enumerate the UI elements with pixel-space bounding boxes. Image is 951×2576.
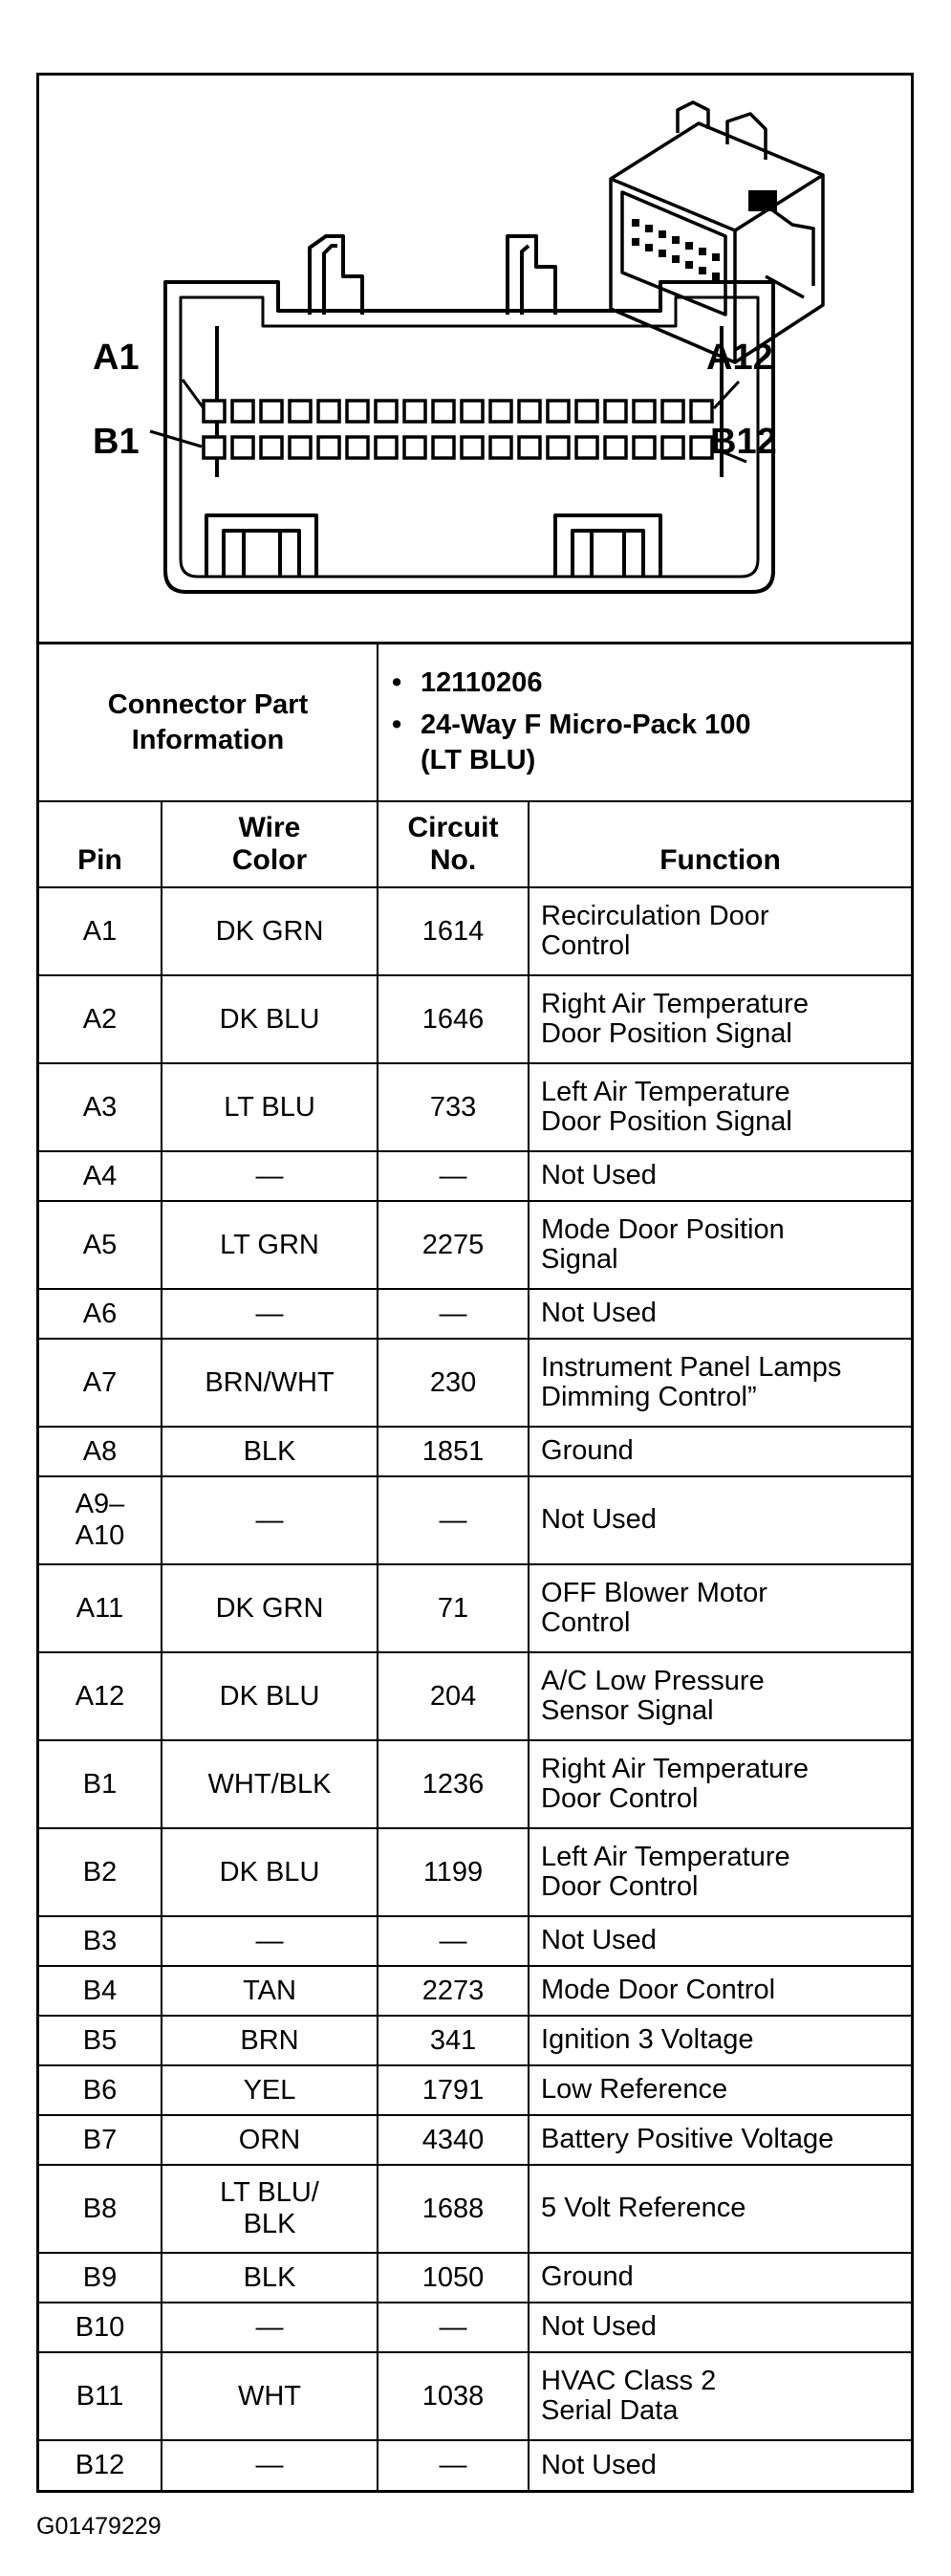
circuit-cell: 1614 [378, 887, 529, 975]
function-cell: Right Air Temperature Door Control [529, 1740, 911, 1828]
wire-color-cell: YEL [162, 2065, 378, 2115]
wire-color-cell: DK GRN [162, 887, 378, 975]
pin-cell: A2 [39, 975, 162, 1063]
wire-color-cell: BRN/WHT [162, 1339, 378, 1427]
table-row [39, 1652, 911, 1740]
wire-color-cell: DK GRN [162, 1564, 378, 1652]
circuit-cell: 2273 [378, 1966, 529, 2016]
table-row [39, 1476, 911, 1564]
circuit-cell: 1236 [378, 1740, 529, 1828]
circuit-cell: 4340 [378, 2115, 529, 2165]
function-cell: Low Reference [529, 2065, 911, 2115]
table-row [39, 2115, 911, 2165]
table-row [39, 2303, 911, 2352]
function-cell: Ignition 3 Voltage [529, 2016, 911, 2065]
wire-color-cell: DK BLU [162, 1828, 378, 1916]
wire-color-cell: — [162, 1289, 378, 1339]
wire-color-cell: BRN [162, 2016, 378, 2065]
header-pin: Pin [39, 801, 162, 887]
function-cell: HVAC Class 2 Serial Data [529, 2352, 911, 2440]
table-row [39, 1201, 911, 1289]
pin-cell: B1 [39, 1740, 162, 1828]
table-row [39, 1289, 911, 1339]
table-header-row [39, 801, 911, 887]
function-cell: OFF Blower Motor Control [529, 1564, 911, 1652]
function-cell: Mode Door Control [529, 1966, 911, 2016]
function-cell: Mode Door Position Signal [529, 1201, 911, 1289]
wire-color-cell: — [162, 1916, 378, 1966]
wire-color-cell: — [162, 2440, 378, 2490]
pin-cell: A9– A10 [39, 1476, 162, 1564]
header-wire-color: Wire Color [162, 801, 378, 887]
table-row [39, 2253, 911, 2303]
pin-cell: B5 [39, 2016, 162, 2065]
pin-cell: A3 [39, 1063, 162, 1151]
table-row [39, 1740, 911, 1828]
pin-cell: A12 [39, 1652, 162, 1740]
wire-color-cell: DK BLU [162, 975, 378, 1063]
circuit-cell: 1199 [378, 1828, 529, 1916]
function-cell: Not Used [529, 1916, 911, 1966]
table-row [39, 1916, 911, 1966]
table-row [39, 1151, 911, 1201]
circuit-cell: 204 [378, 1652, 529, 1740]
table-row [39, 2065, 911, 2115]
wire-color-cell: — [162, 2303, 378, 2352]
wire-color-cell: TAN [162, 1966, 378, 2016]
circuit-cell: — [378, 1289, 529, 1339]
wire-color-cell: BLK [162, 2253, 378, 2303]
function-cell: Left Air Temperature Door Control [529, 1828, 911, 1916]
function-cell: Not Used [529, 1289, 911, 1339]
function-cell: Left Air Temperature Door Position Signal [529, 1063, 911, 1151]
pin-cell: A11 [39, 1564, 162, 1652]
pin-cell: B12 [39, 2440, 162, 2490]
pin-rows [39, 887, 911, 2490]
circuit-cell: 1646 [378, 975, 529, 1063]
circuit-cell: 71 [378, 1564, 529, 1652]
table-row [39, 2165, 911, 2253]
pin-cell: B9 [39, 2253, 162, 2303]
table-row [39, 2440, 911, 2490]
pin-cell: B3 [39, 1916, 162, 1966]
header-function: Function [529, 801, 911, 887]
connector-info-row [39, 644, 911, 801]
wire-color-cell: ORN [162, 2115, 378, 2165]
table-row [39, 1966, 911, 2016]
connector-diagram [39, 76, 911, 644]
pin-cell: A7 [39, 1339, 162, 1427]
part-number: • 12110206 [421, 666, 903, 700]
circuit-cell: 2275 [378, 1201, 529, 1289]
function-cell: Right Air Temperature Door Position Signal [529, 975, 911, 1063]
connector-info-details [378, 644, 911, 801]
wire-color-cell: — [162, 1151, 378, 1201]
header-circuit-no: Circuit No. [378, 801, 529, 887]
pin-cell: B2 [39, 1828, 162, 1916]
circuit-cell: 1791 [378, 2065, 529, 2115]
circuit-cell: 230 [378, 1339, 529, 1427]
wire-color-cell: DK BLU [162, 1652, 378, 1740]
pin-label-a12: A12 [706, 338, 773, 378]
pin-cell: A1 [39, 887, 162, 975]
function-cell: Recirculation Door Control [529, 887, 911, 975]
circuit-cell: — [378, 1476, 529, 1564]
table-row [39, 975, 911, 1063]
function-cell: Not Used [529, 1476, 911, 1564]
wire-color-cell: LT BLU [162, 1063, 378, 1151]
circuit-cell: 733 [378, 1063, 529, 1151]
pin-cell: A6 [39, 1289, 162, 1339]
function-cell: Ground [529, 1427, 911, 1476]
wire-color-cell: LT GRN [162, 1201, 378, 1289]
function-cell: A/C Low Pressure Sensor Signal [529, 1652, 911, 1740]
circuit-cell: 341 [378, 2016, 529, 2065]
pin-cell: B4 [39, 1966, 162, 2016]
table-row [39, 2352, 911, 2440]
circuit-cell: — [378, 1151, 529, 1201]
connector-info-heading: Connector Part Information [39, 644, 378, 801]
function-cell: Not Used [529, 1151, 911, 1201]
pin-label-b12: B12 [710, 422, 777, 462]
circuit-cell: 1688 [378, 2165, 529, 2253]
pin-label-a1: A1 [93, 338, 140, 378]
circuit-cell: 1851 [378, 1427, 529, 1476]
connector-sheet [36, 73, 914, 2493]
table-row [39, 887, 911, 975]
circuit-cell: 1050 [378, 2253, 529, 2303]
circuit-cell: — [378, 2303, 529, 2352]
pin-cell: B10 [39, 2303, 162, 2352]
wire-color-cell: WHT [162, 2352, 378, 2440]
pin-cell: B6 [39, 2065, 162, 2115]
pin-cell: B7 [39, 2115, 162, 2165]
pin-cell: B8 [39, 2165, 162, 2253]
wire-color-cell: — [162, 1476, 378, 1564]
circuit-cell: 1038 [378, 2352, 529, 2440]
table-row [39, 1063, 911, 1151]
function-cell: Ground [529, 2253, 911, 2303]
pin-cell: A4 [39, 1151, 162, 1201]
table-row [39, 1828, 911, 1916]
wire-color-cell: BLK [162, 1427, 378, 1476]
figure-id: G01479229 [36, 2513, 162, 2540]
wire-color-cell: LT BLU/ BLK [162, 2165, 378, 2253]
table-row [39, 1564, 911, 1652]
function-cell: Instrument Panel Lamps Dimming Control” [529, 1339, 911, 1427]
pin-cell: B11 [39, 2352, 162, 2440]
table-row [39, 1427, 911, 1476]
function-cell: 5 Volt Reference [529, 2165, 911, 2253]
table-row [39, 1339, 911, 1427]
connector-table [39, 644, 911, 2490]
wire-color-cell: WHT/BLK [162, 1740, 378, 1828]
pin-cell: A8 [39, 1427, 162, 1476]
function-cell: Not Used [529, 2440, 911, 2490]
pin-cell: A5 [39, 1201, 162, 1289]
circuit-cell: — [378, 1916, 529, 1966]
connector-description: • 24-Way F Micro-Pack 100 (LT BLU) [421, 708, 903, 777]
function-cell: Not Used [529, 2303, 911, 2352]
table-row [39, 2016, 911, 2065]
function-cell: Battery Positive Voltage [529, 2115, 911, 2165]
circuit-cell: — [378, 2440, 529, 2490]
connector-face-drawing [39, 76, 911, 642]
pin-label-b1: B1 [93, 422, 140, 462]
